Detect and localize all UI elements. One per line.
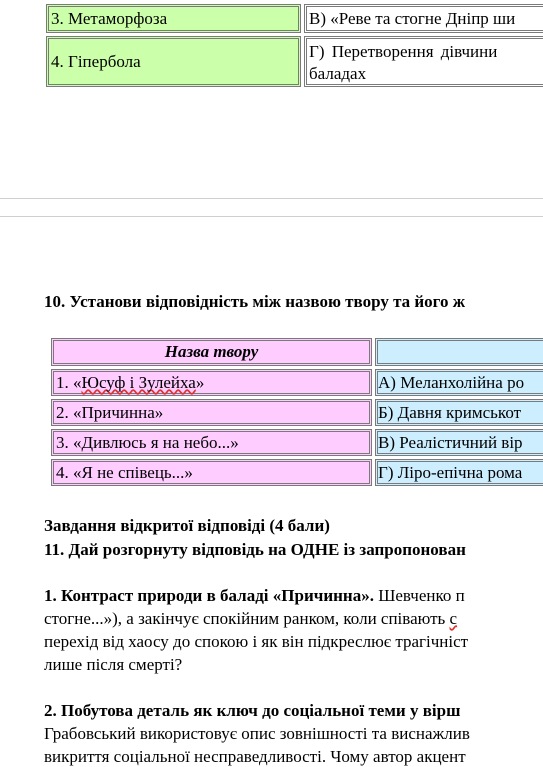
top-table-row3-left — [46, 4, 301, 33]
task10-row2-left — [51, 399, 372, 426]
page-break-top-line — [0, 198, 543, 199]
task10-row4-left — [51, 459, 372, 486]
open-task-item2-line1: 2. Побутова деталь як ключ до соціальної теми у вірш — [44, 701, 461, 720]
open-task-q11: 11. Дай розгорнуту відповідь на ОДНЕ із запропонован — [44, 540, 466, 559]
task10-row4-right — [375, 459, 543, 486]
top-table-row4-right-line1: Г) Перетворення дівчини — [309, 42, 498, 61]
open-task-item1-line1: 1. Контраст природи в баладі «Причинна». Шевченко п — [44, 586, 465, 605]
task10-heading: 10. Установи відповідність між назвою твору та його ж — [44, 292, 466, 311]
task10-header-right — [375, 338, 543, 366]
task10-row2-right — [375, 399, 543, 426]
open-task-title: Завдання відкритої відповіді (4 бали) — [44, 516, 330, 535]
top-table-row3-left-text: 3. Метаморфоза — [51, 9, 168, 28]
task10-row1-right — [375, 369, 543, 396]
task10-row1-left — [51, 369, 372, 396]
task10-header-left-text: Назва твору — [164, 342, 259, 361]
task10-row2-right-text: Б) Давня кримськот — [378, 403, 522, 422]
open-task-item1-line3: перехід від хаосу до спокою і як він підкреслює трагічніст — [44, 632, 469, 651]
open-task-item1-line4: лише після смерті? — [44, 655, 183, 674]
task10-row3-left-text: 3. «Дивлюсь я на небо...» — [56, 433, 239, 452]
open-task-item2-line3: викриття соціальної несправедливості. Чому автор акцент — [44, 747, 466, 766]
task10-row1-right-text: А) Меланхолійна ро — [378, 373, 525, 392]
top-table-row4-right — [304, 36, 543, 87]
task10-row4-left-text: 4. «Я не співець...» — [56, 463, 193, 482]
top-table-row4-left-text: 4. Гіпербола — [51, 52, 141, 71]
task10-header-left — [51, 338, 372, 366]
top-table-row4-right-line2: баладах — [309, 64, 367, 83]
task10-row1-left-text: 1. «Юсуф і Зулейха» — [56, 373, 205, 392]
task10-row3-left — [51, 429, 372, 456]
task10-row3-right — [375, 429, 543, 456]
open-task-item1-line2: стогне...»), а закінчує спокійним ранком, коли співають с — [44, 609, 458, 628]
task10-row3-right-text: В) Реалістичний вір — [378, 433, 523, 452]
open-task-item2-line2: Грабовський використовує опис зовнішності та виснажлив — [44, 724, 470, 743]
task10-row4-right-text: Г) Ліро-епічна рома — [378, 463, 523, 482]
page-break-bottom-line — [0, 216, 543, 217]
top-table-row3-right-text: В) «Реве та стогне Дніпр ши — [309, 9, 516, 28]
top-table-row3-right — [304, 4, 543, 33]
top-table-row4-left — [46, 36, 301, 87]
task10-row2-left-text: 2. «Причинна» — [56, 403, 164, 422]
